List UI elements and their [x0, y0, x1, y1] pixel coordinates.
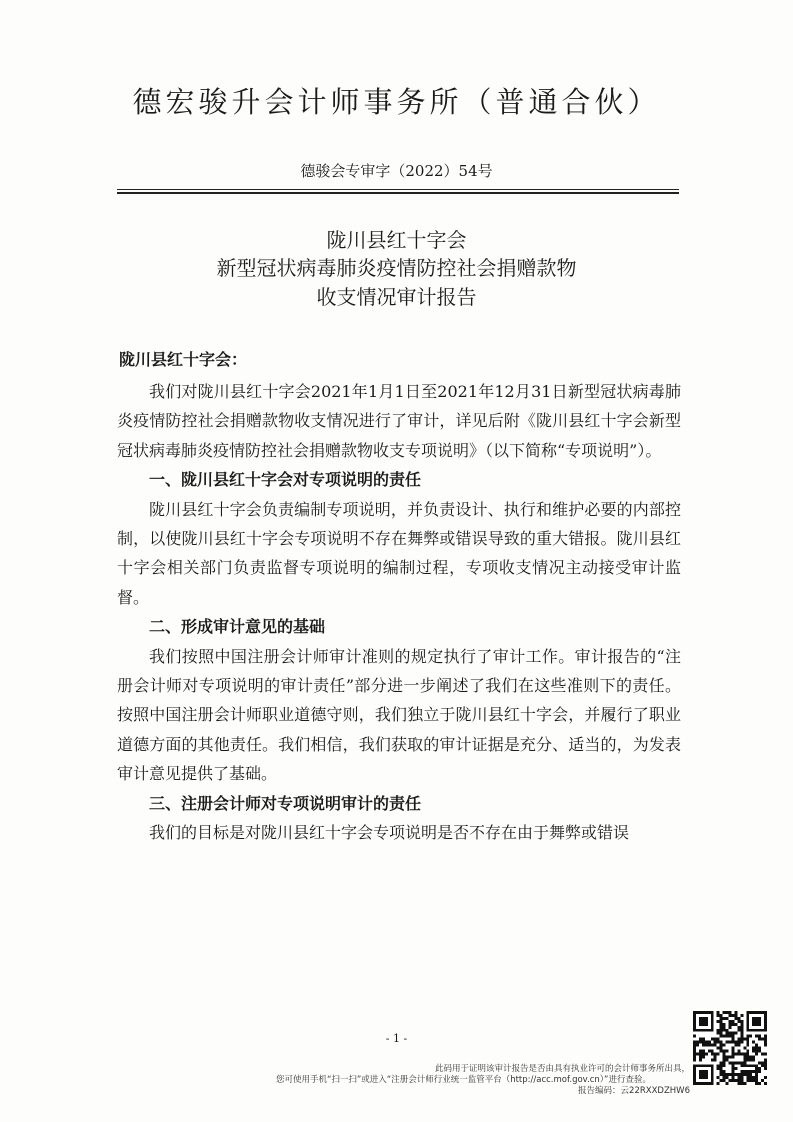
- qr-code-icon[interactable]: [693, 1011, 767, 1085]
- section-1-paragraph: 陇川县红十字会负责编制专项说明，并负责设计、执行和维护必要的内部控制，以使陇川县红十字会专项说明不存在舞弊或错误导致的重大错报。陇川县红十字会相关部门负责监督专项说明的编制过程，专项收支情况主动接受审计监督。: [117, 499, 681, 607]
- document-number: 德骏会专审字（2022）54号: [300, 162, 493, 180]
- report-title-line-2: 新型冠状病毒肺炎疫情防控社会捐赠款物: [216, 256, 577, 280]
- section-2-heading: 二、形成审计意见的基础: [149, 617, 326, 637]
- section-3-paragraph: 我们的目标是对陇川县红十字会专项说明是否不存在由于舞弊或错误: [149, 823, 630, 843]
- report-title-line-1: 陇川县红十字会: [326, 228, 467, 252]
- verification-note-line-2: 您可使用手机“扫一扫”或进入“注册会计师行业统一监管平台（http://acc.mof.gov.cn）”进行查验。: [276, 1075, 651, 1085]
- section-2-paragraph: 我们按照中国注册会计师审计准则的规定执行了审计工作。审计报告的“注册会计师对专项说明的审计责任”部分进一步阐述了我们在这些准则下的责任。按照中国注册会计师职业道德守则，我们独立于陇川县红十字会，并履行了职业道德方面的其他责任。我们相信，我们获取的审计证据是充分、适当的，为发表审计意见提供了基础。: [117, 646, 681, 784]
- section-3-heading: 三、注册会计师对专项说明审计的责任: [149, 793, 422, 813]
- firm-name: 德宏骏升会计师事务所（普通合伙）: [132, 85, 661, 119]
- verification-note-line-1: 此码用于证明该审计报告是否由具有执业许可的会计师事务所出具，: [434, 1064, 690, 1074]
- intro-paragraph: 我们对陇川县红十字会2021年1月1日至2021年12月31日新型冠状病毒肺炎疫情防控社会捐赠款物收支情况进行了审计，详见后附《陇川县红十字会新型冠状病毒肺炎疫情防控社会捐赠款物收支专项说明》（以下简称“专项说明”）。: [117, 382, 681, 460]
- addressee: 陇川县红十字会：: [119, 350, 248, 369]
- report-title-line-3: 收支情况审计报告: [316, 285, 477, 309]
- report-body: [117, 377, 681, 848]
- section-1-heading: 一、陇川县红十字会对专项说明的责任: [149, 470, 422, 490]
- header-divider-thick: [117, 192, 679, 194]
- page-number: - 1 -: [385, 1032, 408, 1045]
- header-divider-thin: [117, 189, 679, 190]
- report-code: 报告编码：云22RXXDZHW6: [578, 1086, 690, 1096]
